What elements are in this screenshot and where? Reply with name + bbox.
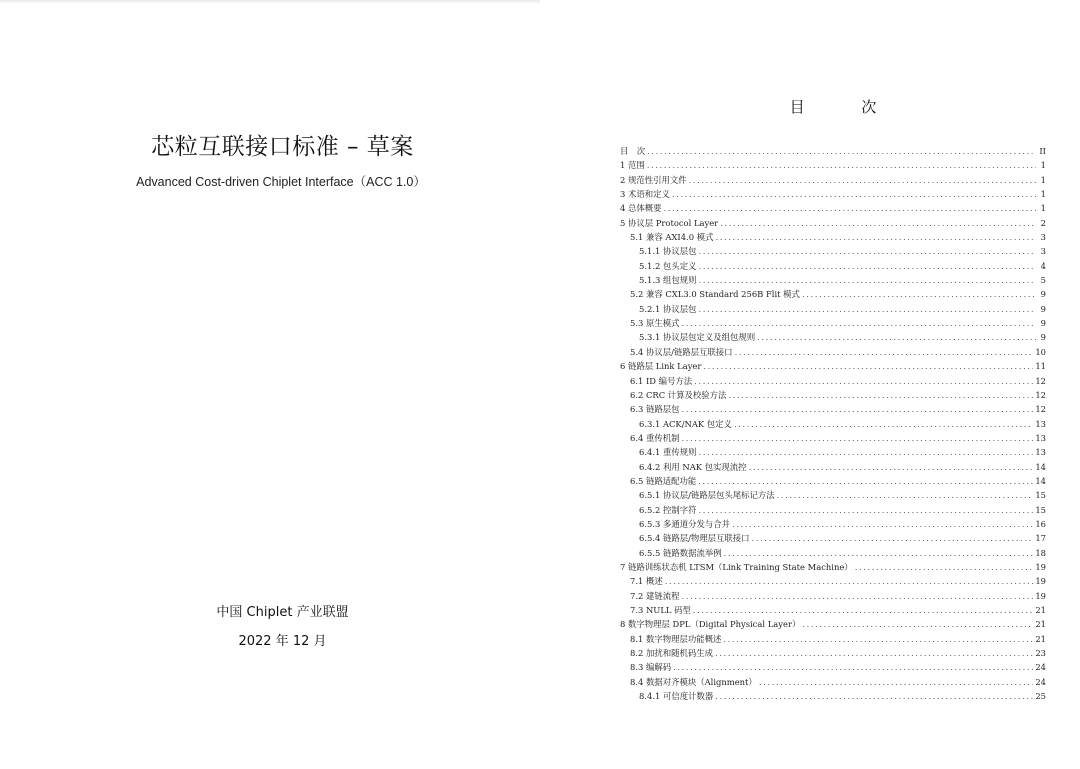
toc-entry[interactable] — [620, 201, 1046, 215]
toc-entry-page: 10 — [1035, 346, 1046, 357]
toc-leader-dots — [698, 273, 1036, 287]
toc-leader-dots — [720, 216, 1036, 230]
toc-entry-page: 3 — [1040, 246, 1046, 257]
toc-entry-page: 24 — [1035, 662, 1046, 673]
toc-entry-label: 6.5.3 多通道分发与合并 — [639, 518, 730, 529]
toc-entry-label: 5.4 协议层/链路层互联接口 — [630, 346, 733, 357]
toc-entry-page: 1 — [1040, 174, 1046, 185]
toc-entry-page: 9 — [1040, 303, 1046, 314]
toc-entry-label: 1 范围 — [620, 160, 645, 171]
toc-entry[interactable] — [620, 660, 1046, 674]
toc-entry[interactable] — [620, 230, 1046, 244]
toc-entry-label: 6.1 ID 编号方法 — [630, 375, 693, 386]
toc-entry-page: 9 — [1040, 289, 1046, 300]
toc-entry-label: 6.5.4 链路层/物理层互联接口 — [639, 533, 750, 544]
toc-entry[interactable] — [620, 158, 1046, 172]
toc-leader-dots — [698, 503, 1033, 517]
toc-entry-label: 3 术语和定义 — [620, 189, 670, 200]
cover-date: 2022 年 12 月 — [238, 634, 327, 649]
toc-entry-label: 5.3.1 协议层包定义及组包规则 — [639, 332, 756, 343]
toc-entry[interactable] — [620, 617, 1046, 631]
toc-entry-page: 1 — [1040, 189, 1046, 200]
toc-entry-label: 5.2.1 协议层包 — [639, 303, 697, 314]
toc-leader-dots — [728, 388, 1033, 402]
toc-leader-dots — [715, 230, 1036, 244]
toc-entry-page: 15 — [1035, 504, 1046, 515]
toc-entry-label: 5.1.2 包头定义 — [639, 260, 697, 271]
toc-entry[interactable] — [620, 244, 1046, 258]
toc-entry-label: 8 数字物理层 DPL（Digital Physical Layer） — [620, 619, 801, 630]
toc-entry-label: 7.3 NULL 码型 — [630, 605, 691, 615]
toc-entry[interactable] — [620, 345, 1046, 359]
toc-leader-dots — [681, 316, 1036, 330]
toc-leader-dots — [724, 546, 1034, 560]
toc-entry-page: 16 — [1035, 518, 1046, 529]
toc-entry-page: 13 — [1035, 447, 1046, 458]
toc-list — [620, 144, 1046, 703]
toc-entry[interactable] — [620, 374, 1046, 388]
toc-entry-page: 4 — [1040, 260, 1046, 271]
toc-entry-label: 7 链路训练状态机 LTSM（Link Training State Machine） — [620, 561, 853, 572]
toc-entry[interactable] — [620, 445, 1046, 459]
toc-entry-page: 19 — [1035, 590, 1046, 601]
toc-entry[interactable] — [620, 187, 1046, 201]
cover-title: 芯粒互联接口标准 – 草案 — [151, 134, 414, 160]
toc-entry[interactable] — [620, 589, 1046, 603]
toc-leader-dots — [698, 474, 1033, 488]
toc-entry[interactable] — [620, 402, 1046, 416]
toc-entry-page: 9 — [1040, 332, 1046, 343]
toc-entry-page: 2 — [1040, 217, 1046, 228]
toc-entry-page: 24 — [1035, 676, 1046, 687]
cover-subtitle: Advanced Cost-driven Chiplet Interface（ACC 1.0） — [136, 175, 426, 189]
toc-entry-label: 6.5.1 协议层/链路层包头尾标记方法 — [639, 490, 775, 501]
toc-entry-label: 7.2 建链流程 — [630, 590, 680, 601]
toc-entry-page: 23 — [1035, 648, 1046, 659]
toc-entry[interactable] — [620, 388, 1046, 402]
toc-entry-label: 6.5.5 链路数据流举例 — [639, 547, 722, 558]
toc-leader-dots — [802, 287, 1036, 301]
table-of-contents — [620, 96, 1046, 703]
toc-leader-dots — [681, 589, 1033, 603]
toc-entry-label: 6.3.1 ACK/NAK 包定义 — [639, 418, 732, 429]
toc-entry-label: 8.4.1 可信度计数器 — [639, 691, 714, 702]
toc-entry[interactable] — [620, 474, 1046, 488]
toc-entry[interactable] — [620, 417, 1046, 431]
toc-entry[interactable] — [620, 330, 1046, 344]
toc-entry-label: 5.3 原生模式 — [630, 318, 680, 329]
toc-entry-page: 19 — [1035, 561, 1046, 572]
toc-entry-page: 21 — [1035, 633, 1046, 644]
toc-entry[interactable] — [620, 546, 1046, 560]
toc-leader-dots — [693, 603, 1033, 617]
toc-leader-dots — [673, 660, 1033, 674]
toc-entry-label: 4 总体概要 — [620, 203, 662, 214]
toc-entry-page: 12 — [1035, 389, 1046, 400]
toc-entry-label: 5.1.3 组包规则 — [639, 275, 697, 286]
toc-entry[interactable] — [620, 173, 1046, 187]
toc-leader-dots — [715, 689, 1033, 703]
toc-leader-dots — [734, 417, 1033, 431]
toc-entry-label: 5.1 兼容 AXI4.0 模式 — [630, 232, 714, 243]
toc-entry[interactable] — [620, 259, 1046, 273]
toc-entry-label: 8.4 数据对齐模块（Alignment） — [630, 676, 757, 687]
toc-entry[interactable] — [620, 560, 1046, 574]
toc-leader-dots — [647, 158, 1036, 172]
toc-leader-dots — [689, 173, 1036, 187]
toc-entry-label: 6.4.2 利用 NAK 包实现流控 — [639, 461, 747, 472]
toc-entry[interactable] — [620, 431, 1046, 445]
toc-leader-dots — [723, 632, 1033, 646]
toc-entry-page: 18 — [1035, 547, 1046, 558]
toc-leader-dots — [672, 187, 1036, 201]
toc-leader-dots — [752, 531, 1034, 545]
toc-leader-dots — [759, 675, 1034, 689]
toc-entry[interactable] — [620, 603, 1046, 617]
toc-entry[interactable] — [620, 488, 1046, 502]
toc-entry[interactable] — [620, 287, 1046, 301]
toc-leader-dots — [665, 574, 1034, 588]
toc-entry[interactable] — [620, 302, 1046, 316]
toc-entry-page: 12 — [1035, 375, 1046, 386]
toc-leader-dots — [698, 244, 1036, 258]
toc-entry-label: 6.5.2 控制字符 — [639, 504, 697, 515]
toc-leader-dots — [777, 488, 1034, 502]
toc-entry-label: 7.1 概述 — [630, 576, 663, 587]
toc-entry-label: 2 规范性引用文件 — [620, 174, 687, 185]
toc-leader-dots — [735, 345, 1034, 359]
toc-entry-label: 5.2 兼容 CXL3.0 Standard 256B Flit 模式 — [630, 289, 800, 300]
toc-entry[interactable] — [620, 517, 1046, 531]
toc-entry-page: 25 — [1035, 691, 1046, 702]
toc-heading: 目 次 — [789, 98, 903, 116]
toc-entry-page: 1 — [1040, 160, 1046, 171]
toc-leader-dots — [698, 302, 1036, 316]
toc-leader-dots — [715, 646, 1033, 660]
toc-entry[interactable] — [620, 646, 1046, 660]
toc-entry[interactable] — [620, 503, 1046, 517]
toc-entry-page: 13 — [1035, 432, 1046, 443]
toc-entry-label: 8.1 数字物理层功能概述 — [630, 633, 722, 644]
toc-leader-dots — [802, 617, 1033, 631]
toc-entry-label: 6.2 CRC 计算及校验方法 — [630, 389, 727, 400]
toc-entry[interactable] — [620, 574, 1046, 588]
toc-leader-dots — [855, 560, 1034, 574]
toc-entry-label: 6.3 链路层包 — [630, 404, 680, 415]
toc-entry[interactable] — [620, 359, 1046, 373]
toc-entry-page: 21 — [1035, 605, 1046, 615]
toc-leader-dots — [681, 431, 1033, 445]
toc-entry[interactable] — [620, 689, 1046, 703]
toc-entry-page: 11 — [1035, 361, 1046, 372]
toc-leader-dots — [757, 330, 1036, 344]
toc-entry-label: 6 链路层 Link Layer — [620, 361, 702, 372]
toc-leader-dots — [698, 445, 1033, 459]
toc-leader-dots — [703, 359, 1033, 373]
toc-entry[interactable] — [620, 273, 1046, 287]
toc-entry-page: 12 — [1035, 404, 1046, 415]
toc-entry-label: 6.4 重传机制 — [630, 432, 680, 443]
cover-organization: 中国 Chiplet 产业联盟 — [216, 605, 349, 620]
toc-entry[interactable] — [620, 316, 1046, 330]
toc-entry-page: 1 — [1040, 203, 1046, 214]
toc-leader-dots — [647, 144, 1036, 158]
toc-leader-dots — [698, 259, 1036, 273]
toc-entry-page: 21 — [1035, 619, 1046, 630]
toc-entry-label: 8.3 编解码 — [630, 662, 672, 673]
toc-entry-label: 8.2 加扰和随机码生成 — [630, 648, 713, 659]
toc-entry-page: 14 — [1035, 461, 1046, 472]
toc-entry-page: 5 — [1040, 275, 1046, 286]
toc-entry-label: 6.5 链路适配功能 — [630, 475, 697, 486]
toc-entry-page: 19 — [1035, 576, 1046, 587]
toc-entry-page: 3 — [1040, 232, 1046, 243]
toc-entry[interactable] — [620, 632, 1046, 646]
toc-entry-page: 9 — [1040, 318, 1046, 329]
toc-leader-dots — [749, 460, 1034, 474]
toc-entry[interactable] — [620, 531, 1046, 545]
toc-entry-page: 17 — [1035, 533, 1046, 544]
toc-entry-page: 13 — [1035, 418, 1046, 429]
toc-entry[interactable] — [620, 460, 1046, 474]
toc-entry[interactable] — [620, 216, 1046, 230]
toc-entry-label: 5.1.1 协议层包 — [639, 246, 697, 257]
toc-entry-label: 5 协议层 Protocol Layer — [620, 217, 719, 228]
toc-leader-dots — [694, 374, 1033, 388]
toc-entry-page: 15 — [1035, 490, 1046, 501]
toc-leader-dots — [732, 517, 1033, 531]
toc-entry-label: 目 次 — [620, 146, 646, 156]
toc-leader-dots — [664, 201, 1037, 215]
toc-entry-page: II — [1039, 146, 1046, 156]
toc-entry[interactable] — [620, 144, 1046, 158]
toc-entry[interactable] — [620, 675, 1046, 689]
toc-entry-label: 6.4.1 重传规则 — [639, 447, 697, 458]
toc-leader-dots — [681, 402, 1033, 416]
toc-entry-page: 14 — [1035, 475, 1046, 486]
